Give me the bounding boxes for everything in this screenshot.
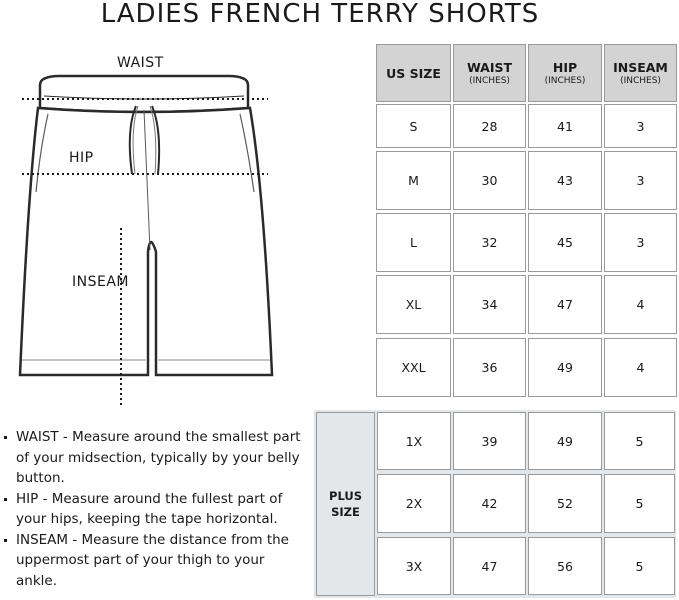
table-cell: 39 bbox=[453, 412, 526, 470]
inseam-label: INSEAM bbox=[72, 274, 129, 290]
plus-size-label: PLUS SIZE bbox=[316, 412, 375, 596]
instruction-inseam: INSEAM - Measure the distance from the uppermost part of your thigh to your ankle. bbox=[4, 530, 304, 592]
table-cell: 4 bbox=[604, 275, 677, 334]
waist-label: WAIST bbox=[117, 55, 164, 71]
table-cell: 47 bbox=[528, 275, 602, 334]
table-cell: XL bbox=[376, 275, 451, 334]
page-title: LADIES FRENCH TERRY SHORTS bbox=[100, 0, 540, 29]
table-cell: 3 bbox=[604, 213, 677, 272]
header-us-size: US SIZE bbox=[376, 44, 451, 102]
table-cell: 32 bbox=[453, 213, 526, 272]
instruction-hip: HIP - Measure around the fullest part of your hips, keeping the tape horizontal. bbox=[4, 489, 304, 530]
table-cell: 34 bbox=[453, 275, 526, 334]
table-cell: 47 bbox=[453, 537, 526, 595]
table-cell: 3 bbox=[604, 104, 677, 148]
shorts-illustration bbox=[0, 40, 310, 420]
table-cell: 3X bbox=[377, 537, 451, 595]
table-cell: S bbox=[376, 104, 451, 148]
table-cell: 3 bbox=[604, 151, 677, 210]
table-cell: 56 bbox=[528, 537, 602, 595]
table-cell: 41 bbox=[528, 104, 602, 148]
header-hip: HIP (INCHES) bbox=[528, 44, 602, 102]
header-waist: WAIST (INCHES) bbox=[453, 44, 526, 102]
table-cell: L bbox=[376, 213, 451, 272]
hip-label: HIP bbox=[69, 150, 94, 166]
table-cell: 28 bbox=[453, 104, 526, 148]
table-cell: 43 bbox=[528, 151, 602, 210]
table-cell: 45 bbox=[528, 213, 602, 272]
table-cell: 49 bbox=[528, 412, 602, 470]
table-cell: 2X bbox=[377, 474, 451, 533]
header-inseam: INSEAM (INCHES) bbox=[604, 44, 677, 102]
table-cell: M bbox=[376, 151, 451, 210]
table-cell: 5 bbox=[604, 412, 675, 470]
table-cell: 4 bbox=[604, 338, 677, 397]
table-cell: 30 bbox=[453, 151, 526, 210]
table-cell: 49 bbox=[528, 338, 602, 397]
instruction-waist: WAIST - Measure around the smallest part of your midsection, typically by your belly button. bbox=[4, 427, 304, 489]
shorts-diagram bbox=[0, 40, 310, 420]
measurement-instructions bbox=[4, 427, 304, 591]
table-cell: 5 bbox=[604, 537, 675, 595]
table-cell: XXL bbox=[376, 338, 451, 397]
table-cell: 36 bbox=[453, 338, 526, 397]
table-cell: 5 bbox=[604, 474, 675, 533]
table-cell: 42 bbox=[453, 474, 526, 533]
table-cell: 1X bbox=[377, 412, 451, 470]
table-cell: 52 bbox=[528, 474, 602, 533]
